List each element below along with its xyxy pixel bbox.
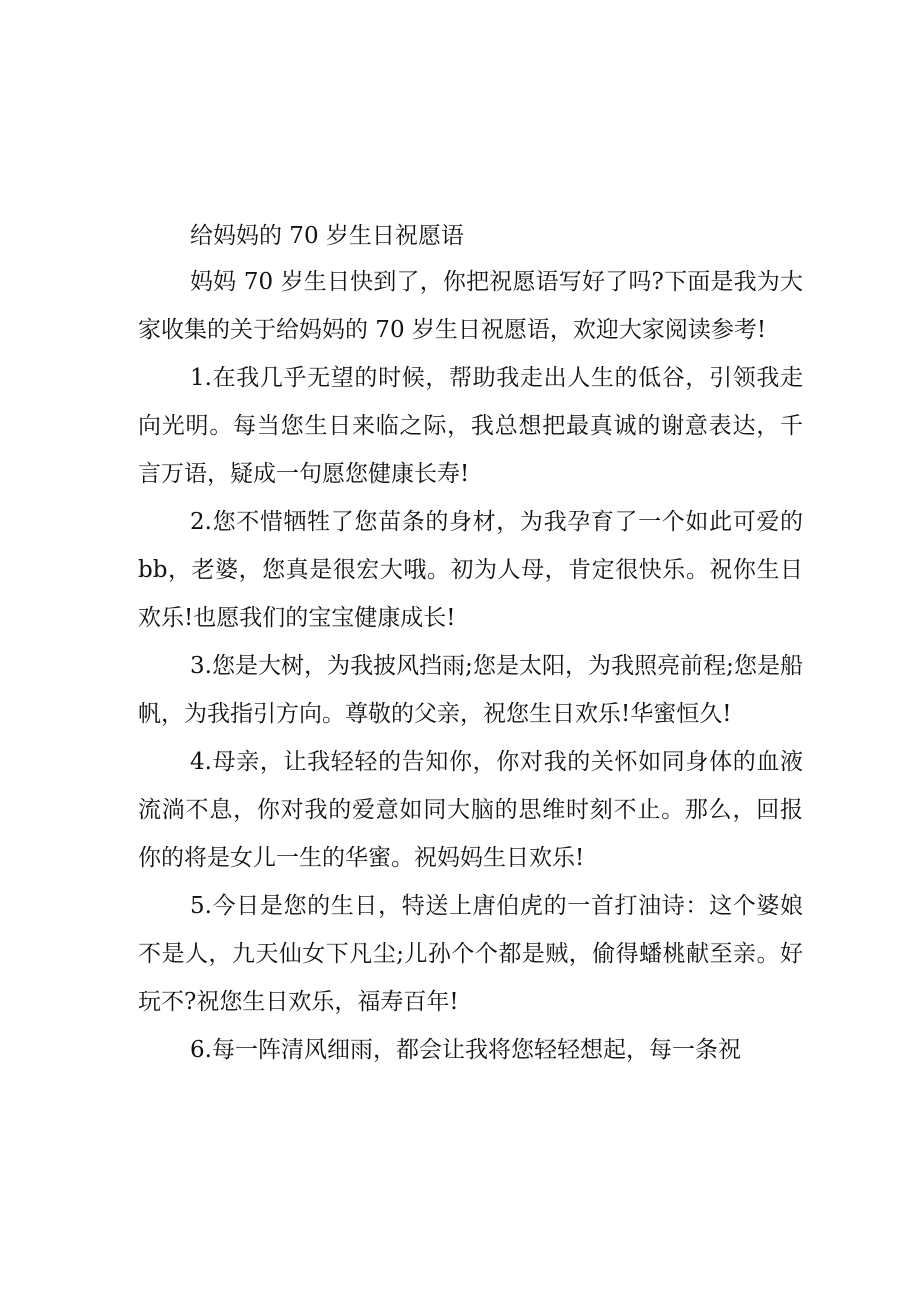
wish-paragraph-2: 2.您不惜牺牲了您苗条的身材，为我孕育了一个如此可爱的 bb，老婆，您真是很宏大哦。初为人母，肯定很快乐。祝你生日欢乐!也愿我们的宝宝健康成长! <box>138 509 803 631</box>
wish-paragraph-6: 6.每一阵清风细雨，都会让我将您轻轻想起，每一条祝 <box>190 1037 741 1063</box>
wish-paragraph-5: 5.今日是您的生日，特送上唐伯虎的一首打油诗：这个婆娘不是人，九天仙女下凡尘;儿孙个个都是贼，偷得蟠桃献至亲。好玩不?祝您生日欢乐，福寿百年! <box>138 893 803 1015</box>
document-body <box>138 214 803 1074</box>
document-title: 给妈妈的 70 岁生日祝愿语 <box>190 223 464 249</box>
wish-paragraph-4: 4.母亲，让我轻轻的告知你，你对我的关怀如同身体的血液流淌不息，你对我的爱意如同大脑的思维时刻不止。那么，回报你的将是女儿一生的华蜜。祝妈妈生日欢乐! <box>138 749 803 871</box>
wish-paragraph-3: 3.您是大树，为我披风挡雨;您是太阳，为我照亮前程;您是船帆，为我指引方向。尊敬的父亲，祝您生日欢乐!华蜜恒久! <box>138 653 803 727</box>
intro-paragraph: 妈妈 70 岁生日快到了，你把祝愿语写好了吗?下面是我为大家收集的关于给妈妈的 70 岁生日祝愿语，欢迎大家阅读参考! <box>138 269 803 343</box>
wish-paragraph-1: 1.在我几乎无望的时候，帮助我走出人生的低谷，引领我走向光明。每当您生日来临之际，我总想把最真诚的谢意表达，千言万语，疑成一句愿您健康长寿! <box>138 365 803 487</box>
